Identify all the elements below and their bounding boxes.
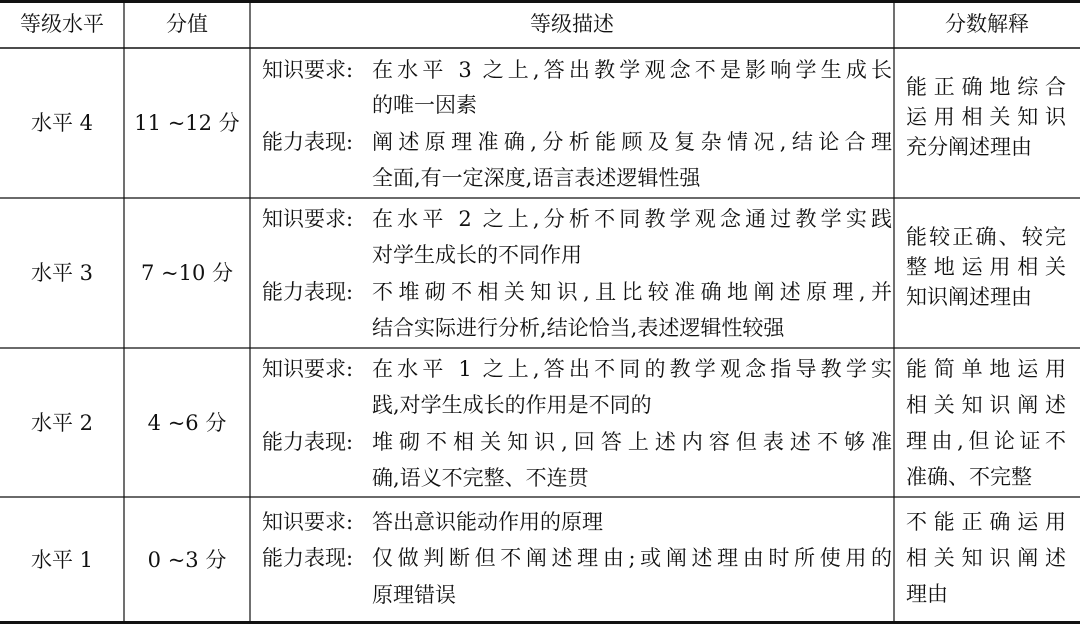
knowledge-label: 知识要求: — [262, 207, 354, 231]
level-cell: 水平 3 — [30, 261, 94, 285]
ability-line — [262, 313, 892, 343]
explanation-line: 整地运用相关 — [906, 255, 1066, 279]
ability-line — [262, 543, 892, 573]
ability-text: 阐述原理准确,分析能顾及复杂情况,结论合理 — [372, 130, 892, 154]
knowledge-line — [262, 390, 892, 420]
ability-label: 能力表现: — [262, 130, 354, 154]
ability-line — [262, 463, 892, 493]
score-cell: 4 ~6 分 — [147, 410, 227, 435]
explanation-line: 知识阐述理由 — [906, 285, 1032, 309]
level-cell: 水平 2 — [30, 410, 94, 435]
knowledge-text: 对学生成长的不同作用 — [372, 243, 582, 267]
explanation-line: 能简单地运用 — [906, 357, 1066, 381]
score-cell: 7 ~10 分 — [140, 261, 234, 285]
knowledge-label: 知识要求: — [262, 58, 354, 82]
header-explanation: 分数解释 — [945, 12, 1029, 36]
knowledge-text: 答出意识能动作用的原理 — [372, 510, 603, 534]
ability-line — [262, 427, 892, 457]
ability-text: 确,语义不完整、不连贯 — [372, 466, 589, 490]
ability-line — [262, 580, 892, 610]
ability-text: 不堆砌不相关知识,且比较准确地阐述原理,并 — [372, 280, 892, 304]
ability-text: 堆砌不相关知识,回答上述内容但表述不够准 — [372, 430, 892, 454]
explanation-line: 不能正确运用 — [906, 510, 1066, 534]
knowledge-text: 在水平 1 之上,答出不同的教学观念指导教学实 — [372, 357, 892, 381]
explanation-line: 充分阐述理由 — [906, 135, 1032, 159]
knowledge-line — [262, 354, 892, 384]
header-description: 等级描述 — [530, 12, 614, 36]
explanation-line: 理由 — [906, 582, 948, 606]
knowledge-line — [262, 204, 892, 234]
knowledge-text: 的唯一因素 — [372, 93, 477, 117]
header-level: 等级水平 — [20, 12, 104, 36]
knowledge-text: 在水平 3 之上,答出教学观念不是影响学生成长 — [372, 58, 892, 82]
explanation-line: 相关知识阐述 — [906, 393, 1066, 417]
ability-text: 结合实际进行分析,结论恰当,表述逻辑性较强 — [372, 316, 785, 340]
ability-line — [262, 163, 892, 193]
explanation-cell — [906, 507, 1066, 615]
knowledge-text: 践,对学生成长的作用是不同的 — [372, 393, 652, 417]
explanation-cell — [906, 72, 1066, 162]
explanation-line: 能较正确、较完 — [906, 225, 1066, 249]
ability-line — [262, 127, 892, 157]
ability-label: 能力表现: — [262, 546, 354, 570]
explanation-line: 能正确地综合 — [906, 75, 1066, 99]
ability-text: 原理错误 — [372, 583, 456, 607]
knowledge-line — [262, 240, 892, 270]
ability-text: 仅做判断但不阐述理由;或阐述理由时所使用的 — [372, 546, 892, 570]
knowledge-line — [262, 55, 892, 85]
explanation-line: 理由,但论证不 — [906, 429, 1066, 453]
explanation-cell — [906, 354, 1066, 498]
score-cell: 0 ~3 分 — [147, 547, 227, 572]
knowledge-line — [262, 507, 892, 537]
ability-label: 能力表现: — [262, 430, 354, 454]
score-cell: 11 ~12 分 — [134, 111, 240, 135]
knowledge-text: 在水平 2 之上,分析不同教学观念通过教学实践 — [372, 207, 892, 231]
ability-label: 能力表现: — [262, 280, 354, 304]
explanation-line: 运用相关知识 — [906, 105, 1066, 129]
ability-line — [262, 277, 892, 307]
explanation-cell — [906, 222, 1066, 312]
knowledge-line — [262, 90, 892, 120]
ability-text: 全面,有一定深度,语言表述逻辑性强 — [372, 166, 701, 190]
explanation-line: 准确、不完整 — [906, 465, 1032, 489]
knowledge-label: 知识要求: — [262, 357, 354, 381]
header-score: 分值 — [166, 12, 208, 36]
knowledge-label: 知识要求: — [262, 510, 354, 534]
explanation-line: 相关知识阐述 — [906, 546, 1066, 570]
level-cell: 水平 4 — [30, 111, 94, 135]
level-cell: 水平 1 — [30, 547, 94, 572]
